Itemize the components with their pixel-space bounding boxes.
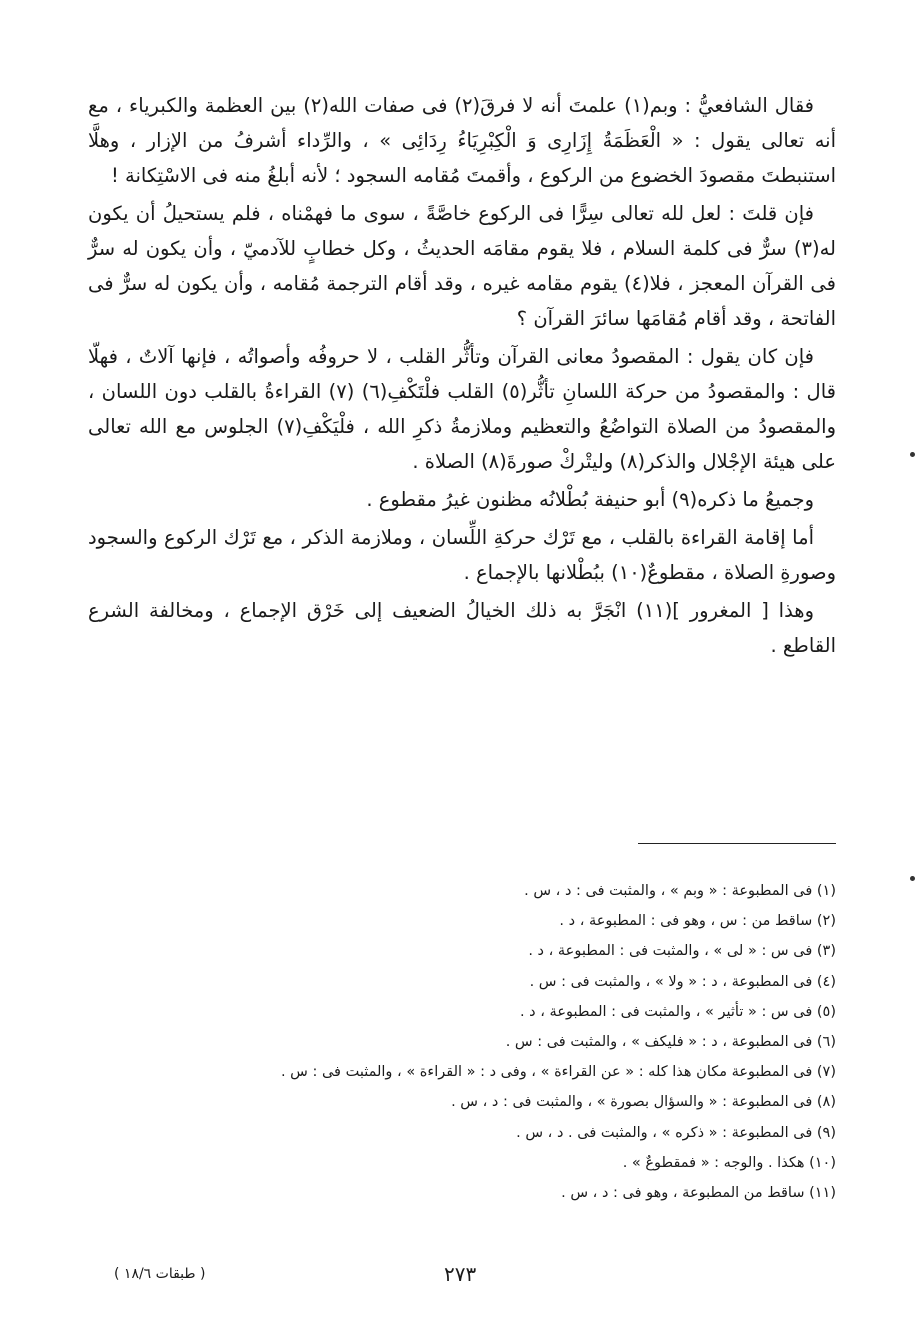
footnote: (٦) فى المطبوعة ، د : « فليكف » ، والمثبت فى : س . bbox=[505, 1034, 836, 1051]
footnotes bbox=[88, 876, 836, 1208]
footnote: (٧) فى المطبوعة مكان هذا كله : « عن القراءة » ، وفى د : « القراءة » ، والمثبت فى : س . bbox=[280, 1064, 836, 1081]
scan-speck bbox=[910, 452, 915, 457]
paragraph: أما إقامة القراءة بالقلب ، مع تَرْك حركةِ اللِّسان ، وملازمة الذكر ، مع تَرْك الركوع والسجود وصورةِ الصلاة ، مقطوعٌ(١٠) ببُطْلانها بالإجماع . bbox=[88, 526, 836, 584]
paragraph: فقال الشافعيُّ : وبم(١) علمتَ أنه لا فرقَ(٢) فى صفات الله(٢) بين العظمة والكبرياء ، مع أنه تعالى يقول : « الْعَظَمَةُ إِزَارِى وَ الْكِبْرِيَاءُ رِدَائِى » ، والرِّداء أشرفُ من الإزار ، وهلَّا استنبطتَ مقصودَ الخضوع من الركوع ، وأقمتَ مُقامه السجود ؛ لأنه أبلغُ منه فى الاسْتِكانة ! bbox=[88, 94, 836, 187]
footnote-separator bbox=[638, 843, 836, 844]
main-text bbox=[88, 88, 836, 666]
footnote: (٨) فى المطبوعة : « والسؤال بصورة » ، والمثبت فى : د ، س . bbox=[451, 1094, 836, 1111]
page-number: ٢٧٣ bbox=[444, 1262, 477, 1286]
paragraph: فإن كان يقول : المقصودُ معانى القرآن وتأثُّر القلب ، لا حروفُه وأصواتُه ، فإنها آلاتٌ ، فهلّا قال : والمقصودُ من حركة اللسانِ تأثُّر(٥) القلب فلْتَكْفِ(٦) (٧) القراءةُ بالقلب دون اللسان ، والمقصودُ من الصلاة التواضُعُ والتعظيم وملازمةُ ذكرِ الله ، فلْيَكْفِ(٧) الجلوس مع الله تعالى على هيئة الإجْلال والذكر(٨) وليتْركْ صورةَ(٨) الصلاة . bbox=[88, 345, 836, 473]
paragraph: فإن قلتَ : لعل لله تعالى سِرًّا فى الركوع خاصَّةً ، سوى ما فهمْناه ، فلم يستحيلُ أن يكون له(٣) سرٌّ فى كلمة السلام ، فلا يقوم مقامَه الحديثُ ، وكل خطابٍ للآدميّ ، وأن يكون له سرٌّ فى القرآن المعجز ، فلا(٤) يقوم مقامه غيره ، وقد أقام الترجمة مُقامه ، وأن يكون له سرٌّ فى الفاتحة ، وقد أقام مُقامَها سائرَ القرآن ؟ bbox=[88, 202, 836, 330]
footnote: (١) فى المطبوعة : « وبم » ، والمثبت فى : د ، س . bbox=[524, 883, 836, 899]
paragraph: وجميعُ ما ذكره(٩) أبو حنيفة بُطْلانُه مظنون غيرُ مقطوع . bbox=[366, 488, 814, 511]
footnote: (٣) فى س : « لى » ، والمثبت فى : المطبوعة ، د . bbox=[528, 943, 836, 960]
paragraph: وهذا [ المغرور ](١١) انْجَرَّ به ذلك الخيالُ الضعيف إلى خَرْق الإجماع ، ومخالفة الشرع القاطع . bbox=[88, 599, 836, 657]
footnote: (١١) ساقط من المطبوعة ، وهو فى : د ، س . bbox=[561, 1185, 836, 1202]
scan-speck bbox=[910, 876, 915, 881]
footnote: (٢) ساقط من : س ، وهو فى : المطبوعة ، د . bbox=[559, 913, 836, 930]
signature-mark: ( طبقات ١٨/٦ ) bbox=[114, 1266, 206, 1282]
footnote: (١٠) هكذا . والوجه : « فمقطوعٌ » . bbox=[622, 1154, 836, 1171]
footnote: (٩) فى المطبوعة : « ذكره » ، والمثبت فى . د ، س . bbox=[516, 1124, 836, 1141]
footnote: (٤) فى المطبوعة ، د : « ولا » ، والمثبت فى : س . bbox=[529, 973, 836, 990]
footnote: (٥) فى س : « تأثير » ، والمثبت فى : المطبوعة ، د . bbox=[519, 1003, 836, 1020]
